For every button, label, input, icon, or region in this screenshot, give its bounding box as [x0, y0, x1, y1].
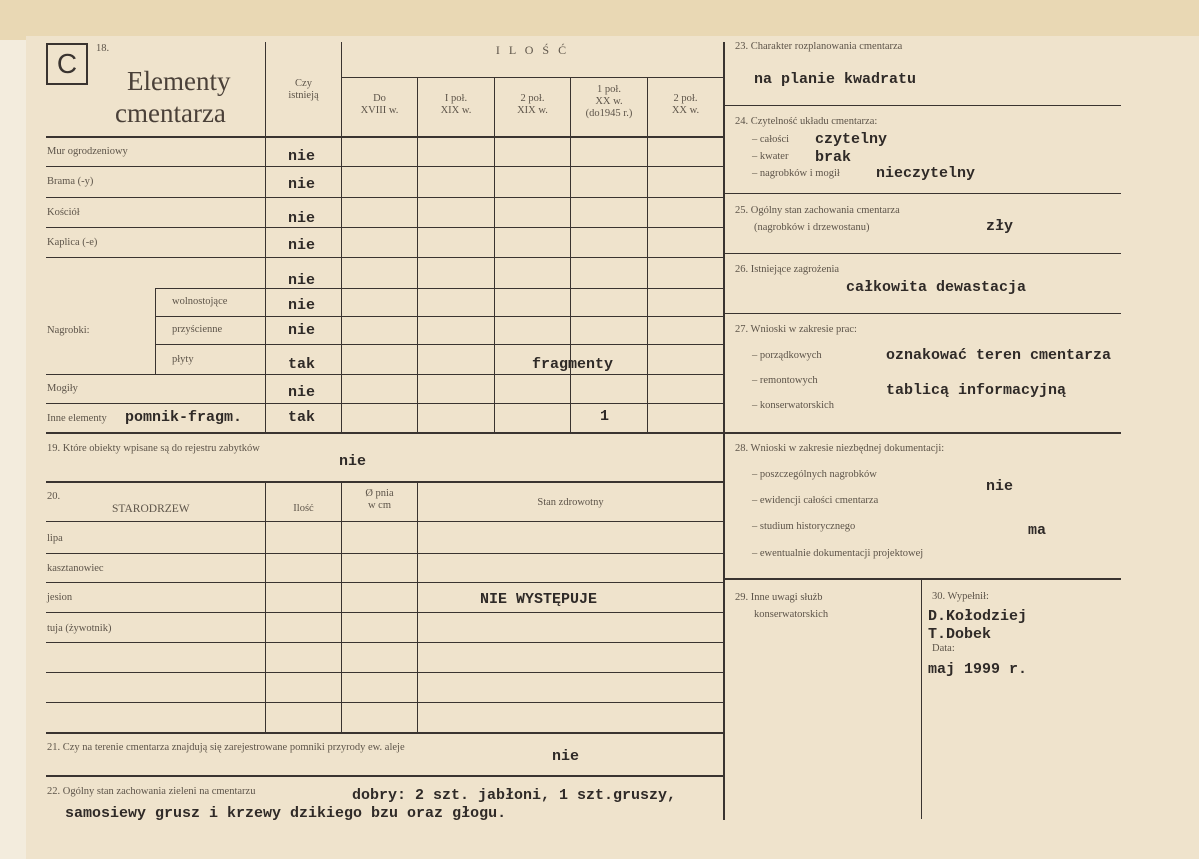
gravestones-slabs-label: płyty	[172, 354, 194, 365]
form-rule-line	[723, 313, 1121, 314]
other-elements-label: Inne elementy	[47, 413, 107, 424]
form-rule-line	[46, 732, 723, 734]
old-trees-qty-header: Ilość	[293, 503, 314, 514]
element-exists-church: nie	[288, 210, 316, 227]
form-rule-line	[46, 521, 723, 522]
field-20-number: 20.	[47, 491, 61, 502]
field-24-quarters-value: brak	[815, 149, 852, 166]
form-rule-line	[46, 257, 723, 258]
field-27-cleanup-label: – porządkowych	[752, 350, 822, 361]
element-exists-wall: nie	[288, 148, 316, 165]
form-rule-line	[723, 253, 1121, 254]
other-elements-exists: tak	[288, 409, 316, 426]
form-rule-line	[46, 197, 723, 198]
field-29-label-line1: 29. Inne uwagi służb	[735, 592, 823, 603]
field-25-value: zły	[986, 218, 1014, 235]
field-28-item-3: – studium historycznego	[752, 521, 856, 532]
field-28-label: 28. Wnioski w zakresie niezbędnej dokumentacji:	[735, 443, 945, 454]
element-exists-gate: nie	[288, 176, 316, 193]
tree-ash: jesion	[47, 592, 73, 603]
field-27-label: 27. Wnioski w zakresie prac:	[735, 324, 857, 335]
field-23-label: 23. Charakter rozplanowania cmentarza	[735, 41, 903, 52]
field-30-date: maj 1999 r.	[928, 661, 1028, 678]
form-rule-line	[46, 672, 723, 673]
period-header-2: I poł. XIX w.	[440, 93, 472, 116]
form-rule-line	[46, 702, 723, 703]
form-rule-line	[265, 482, 266, 733]
form-rule-line	[46, 432, 723, 434]
field-28-item-2: – ewidencji całości cmentarza	[752, 495, 879, 506]
gravestones-label: Nagrobki:	[47, 325, 90, 336]
field-24-whole-label: – całości	[752, 134, 790, 145]
field-27-value-line2: tablicą informacyjną	[886, 382, 1067, 399]
field-24-label: 24. Czytelność układu cmentarza:	[735, 116, 878, 127]
element-exists-chapel: nie	[288, 237, 316, 254]
element-label-wall: Mur ogrodzeniowy	[47, 146, 128, 157]
form-rule-line	[155, 288, 723, 289]
gravestones-freestanding-label: wolnostojące	[172, 296, 228, 307]
field-19-label: 19. Które obiekty wpisane są do rejestru zabytków	[47, 443, 260, 454]
form-rule-line	[46, 403, 723, 404]
field-29-label-line2: konserwatorskich	[754, 609, 829, 620]
form-rule-line	[417, 482, 418, 733]
tree-chestnut: kasztanowiec	[47, 563, 104, 574]
tree-lime: lipa	[47, 533, 63, 544]
period-header-4: 1 poł. XX w. (do1945 r.)	[585, 84, 633, 119]
field-30-date-label: Data:	[932, 643, 955, 654]
old-trees-diameter-header: Ø pnia w cm	[365, 488, 394, 511]
field-30-name-2: T.Dobek	[928, 626, 992, 643]
field-26-value: całkowita dewastacja	[846, 279, 1027, 296]
form-rule-line	[570, 77, 571, 432]
form-rule-line	[46, 374, 723, 375]
other-elements-value: pomnik-fragm.	[125, 409, 243, 426]
form-rule-line	[723, 42, 725, 820]
field-23-value: na planie kwadratu	[754, 71, 917, 88]
period-header-3: 2 poł. XIX w.	[517, 93, 548, 116]
form-rule-line	[155, 344, 723, 345]
card-left-edge	[0, 40, 26, 859]
field-28-item-1: – poszczególnych nagrobków	[752, 469, 877, 480]
field-25-label-line2: (nagrobków i drzewostanu)	[754, 222, 870, 233]
field-26-label: 26. Istniejące zagrożenia	[735, 264, 840, 275]
element-label-gate: Brama (-y)	[47, 176, 94, 187]
form-rule-line	[46, 481, 723, 483]
form-rule-line	[46, 136, 723, 138]
field-28-value-2: ma	[1028, 522, 1047, 539]
form-rule-line	[46, 642, 723, 643]
field-22-value-line1: dobry: 2 szt. jabłoni, 1 szt.gruszy,	[352, 787, 677, 804]
form-rule-line	[341, 77, 723, 78]
gravestones-slabs-note: fragmenty	[532, 356, 614, 373]
field-27-repair-label: – remontowych	[752, 375, 818, 386]
field-24-graves-label: – nagrobków i mogił	[752, 168, 840, 179]
form-rule-line	[723, 193, 1121, 194]
section-letter-box: C	[46, 43, 88, 85]
quantity-header: I L O Ś Ć	[495, 43, 570, 57]
other-elements-count: 1	[600, 408, 610, 425]
period-header-5: 2 poł. XX w.	[671, 93, 700, 116]
field-24-whole-value: czytelny	[815, 131, 888, 148]
form-rule-line	[341, 482, 342, 733]
field-28-value-1: nie	[986, 478, 1014, 495]
graves-label: Mogiły	[47, 383, 78, 394]
tree-thuja: tuja (żywotnik)	[47, 623, 112, 634]
gravestones-wall-label: przyścienne	[172, 324, 223, 335]
element-label-church: Kościół	[47, 207, 80, 218]
form-rule-line	[155, 316, 723, 317]
gravestones-freestanding-exists: nie	[288, 297, 316, 314]
graves-exists: nie	[288, 384, 316, 401]
field-21-value: nie	[552, 748, 580, 765]
form-rule-line	[46, 775, 723, 777]
field-30-name-1: D.Kołodziej	[928, 608, 1028, 625]
element-label-chapel: Kaplica (-e)	[47, 237, 98, 248]
form-rule-line	[46, 612, 723, 613]
field-21-label: 21. Czy na terenie cmentarza znajdują się zarejestrowane pomniki przyrody ew. aleje	[47, 742, 405, 753]
field-22-label: 22. Ogólny stan zachowania zieleni na cmentarzu	[47, 786, 256, 797]
form-rule-line	[647, 77, 648, 432]
field-24-quarters-label: – kwater	[752, 151, 789, 162]
form-rule-line	[494, 77, 495, 432]
field-22-value-line2: samosiewy grusz i krzewy dzikiego bzu oraz głogu.	[65, 805, 507, 822]
field-27-value-line1: oznakować teren cmentarza	[886, 347, 1112, 364]
field-24-graves-value: nieczytelny	[876, 165, 976, 182]
form-rule-line	[155, 288, 156, 374]
old-trees-health-header: Stan zdrowotny	[537, 497, 604, 508]
form-rule-line	[46, 553, 723, 554]
field-19-value: nie	[339, 453, 367, 470]
field-18-number: 18.	[96, 43, 110, 54]
form-rule-line	[46, 166, 723, 167]
field-27-conservation-label: – konserwatorskich	[752, 400, 834, 411]
element-exists-blank: nie	[288, 272, 316, 289]
field-25-label-line1: 25. Ogólny stan zachowania cmentarza	[735, 205, 900, 216]
field-30-label: 30. Wypełnił:	[932, 591, 989, 602]
form-rule-line	[46, 582, 723, 583]
form-rule-line	[921, 579, 922, 819]
form-rule-line	[723, 432, 1121, 434]
elements-title-line2: cmentarza	[115, 98, 226, 128]
old-trees-note: NIE WYSTĘPUJE	[480, 591, 598, 608]
form-rule-line	[417, 77, 418, 432]
field-28-item-4: – ewentualnie dokumentacji projektowej	[752, 548, 924, 559]
elements-title-line1: Elementy	[127, 66, 231, 96]
form-rule-line	[46, 227, 723, 228]
period-header-1: Do XVIII w.	[360, 93, 399, 116]
card-top-strip	[0, 0, 1199, 40]
form-rule-line	[723, 578, 1121, 580]
form-rule-line	[723, 105, 1121, 106]
gravestones-wall-exists: nie	[288, 322, 316, 339]
old-trees-title: STARODRZEW	[112, 503, 190, 515]
gravestones-slabs-exists: tak	[288, 356, 316, 373]
exists-column-header: Czy istnieją	[288, 78, 319, 101]
